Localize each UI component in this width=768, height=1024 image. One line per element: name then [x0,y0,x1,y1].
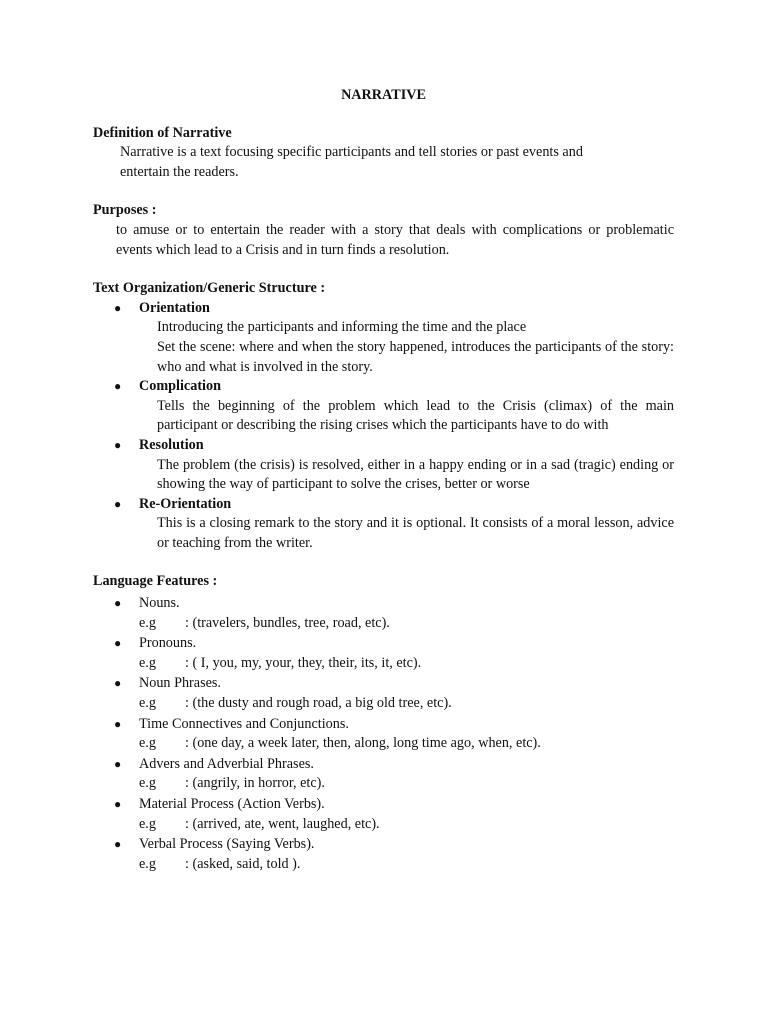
feature-example [139,694,674,714]
bullet-icon: ● [114,496,122,511]
language-heading: Language Features : [93,573,218,590]
structure-item-description: The problem (the crisis) is resolved, either in a happy ending or in a sad (tragic) ending or showing the way of participant to solve the crises, better or worse [157,456,674,493]
page-title: NARRATIVE [341,87,426,103]
feature-example [139,774,674,794]
structure-item-resolution [93,436,674,495]
eg-label: e.g [139,855,156,872]
feature-example [139,855,674,875]
purposes-body: to amuse or to entertain the reader with a story that deals with complications or problematic events which lead to a Crisis and in turn finds a resolution. [116,221,674,258]
bullet-icon: ● [114,596,122,611]
feature-label: Material Process (Action Verbs). [139,796,325,812]
structure-item-label: Resolution [139,436,204,453]
feature-label: Verbal Process (Saying Verbs). [139,836,315,853]
structure-heading: Text Organization/Generic Structure : [93,280,326,297]
feature-label: Pronouns. [139,635,197,652]
list-item [93,594,674,633]
structure-item-label: Complication [139,378,221,395]
bullet-icon: ● [114,716,122,731]
example-text: : (travelers, bundles, tree, road, etc). [185,614,390,631]
example-text: : (one day, a week later, then, along, long time ago, when, etc). [185,735,541,752]
eg-label: e.g [139,775,156,792]
eg-label: e.g [139,695,156,712]
bullet-icon: ● [114,837,122,852]
feature-label: Advers and Adverbial Phrases. [139,755,314,772]
bullet-icon: ● [114,797,122,811]
definition-line: entertain the readers. [120,163,239,180]
structure-item-description: Tells the beginning of the problem which lead to the Crisis (climax) of the main participant or describing the rising crises which the participants have to do with [157,397,674,434]
list-item [93,715,674,754]
structure-item-description: Introducing the participants and informing the time and the place [157,319,527,336]
structure-item-label: Re-Orientation [139,495,232,512]
feature-label: Time Connectives and Conjunctions. [139,715,349,732]
feature-example [139,815,674,835]
example-text: : (the dusty and rough road, a big old tree, etc). [185,695,452,712]
bullet-icon: ● [114,300,122,315]
list-item [93,634,674,673]
structure-item-orientation [93,299,674,377]
structure-item-description: This is a closing remark to the story and it is optional. It consists of a moral lesson, advice or teaching from the writer. [157,515,674,551]
feature-example [139,614,674,634]
example-text: : (arrived, ate, went, laughed, etc). [185,815,380,832]
list-item [93,835,674,874]
example-text: : ( I, you, my, your, they, their, its, it, etc). [185,654,422,671]
eg-label: e.g [139,815,156,832]
structure-item-reorientation [93,495,674,554]
example-text: : (angrily, in horror, etc). [185,775,325,792]
list-item [93,674,674,713]
structure-list [93,299,674,554]
bullet-icon: ● [114,676,122,691]
structure-item-complication [93,377,674,436]
bullet-icon: ● [114,756,122,771]
list-item [93,795,674,834]
bullet-icon: ● [114,379,122,394]
bullet-icon: ● [114,636,122,651]
eg-label: e.g [139,654,156,671]
language-list [93,594,674,874]
feature-example [139,654,674,674]
document-page [93,86,674,875]
feature-label: Nouns. [139,595,180,612]
definition-heading: Definition of Narrative [93,124,232,141]
purposes-heading: Purposes : [93,202,157,219]
structure-item-label: Orientation [139,299,210,316]
structure-item-description: Set the scene: where and when the story happened, introduces the participants of the story: who and what is involved in the story. [157,338,674,375]
feature-label: Noun Phrases. [139,675,221,692]
bullet-icon: ● [114,437,122,452]
eg-label: e.g [139,614,156,631]
definition-line: Narrative is a text focusing specific participants and tell stories or past events and [120,144,583,161]
list-item [93,755,674,794]
definition-body [120,143,640,182]
feature-example [139,734,674,754]
example-text: : (asked, said, told ). [185,855,301,872]
eg-label: e.g [139,735,156,752]
